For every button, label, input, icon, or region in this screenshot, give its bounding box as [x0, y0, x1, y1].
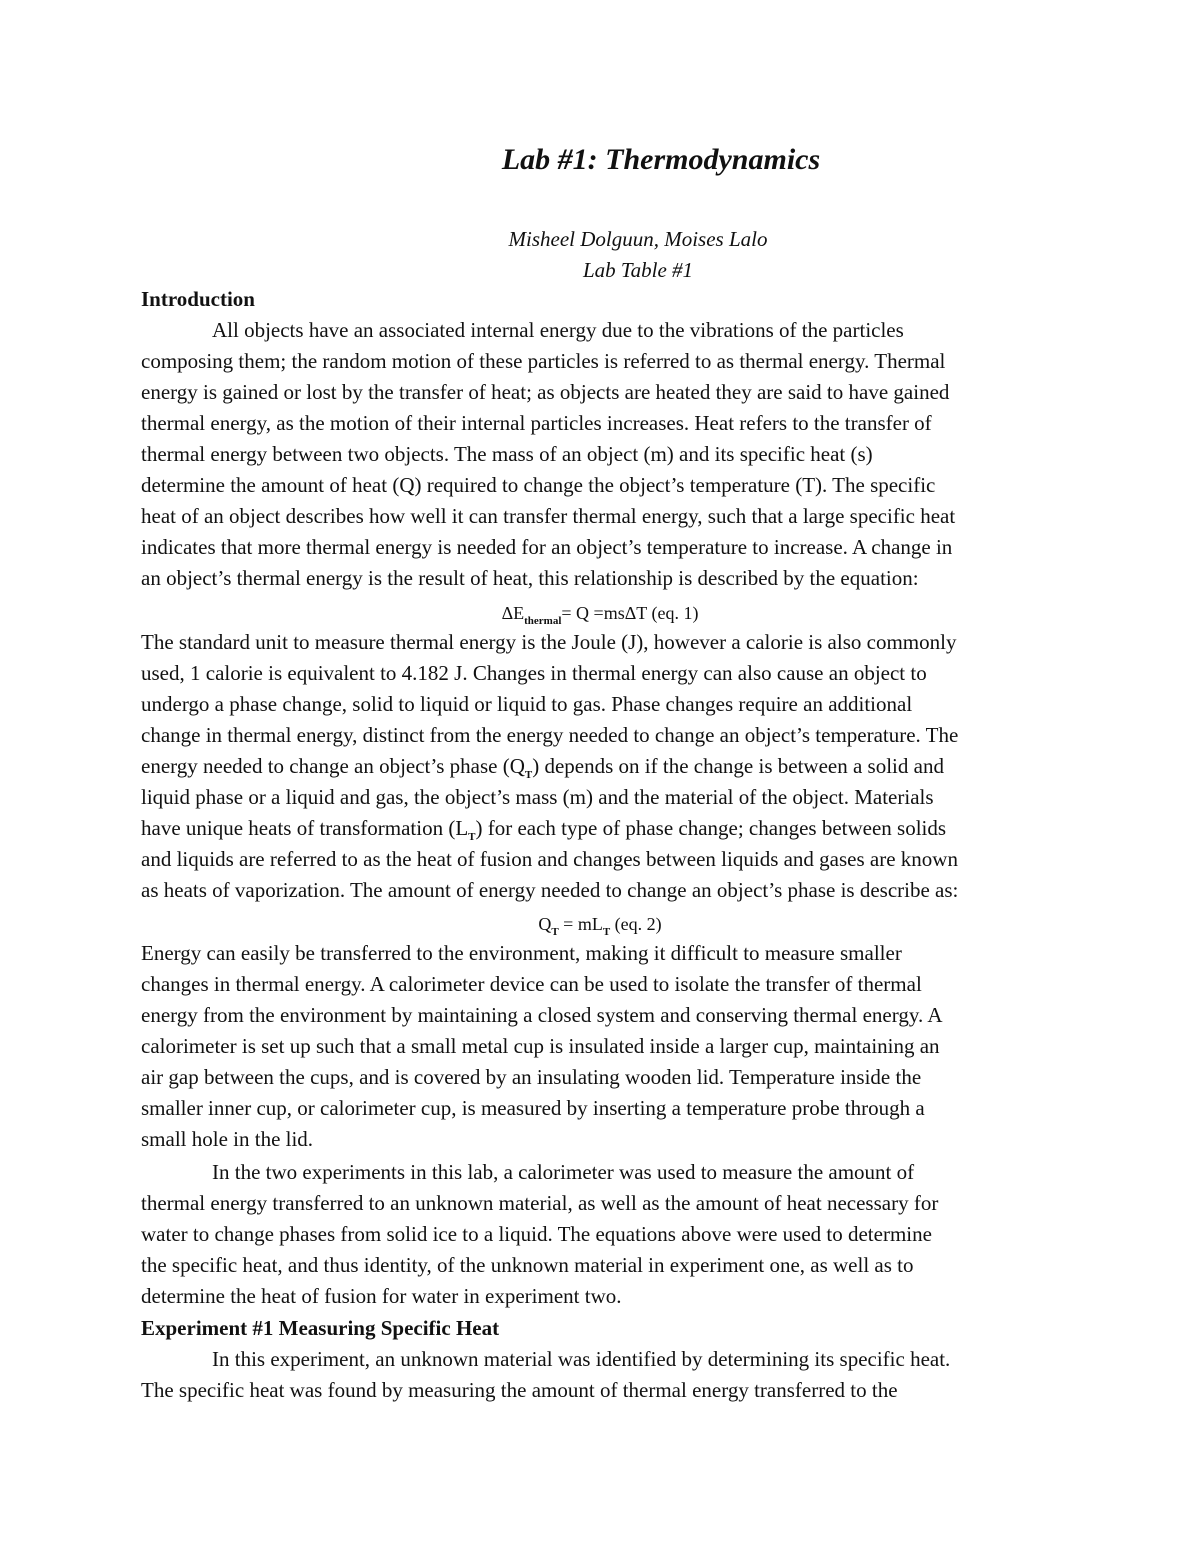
- paragraph-line: In this experiment, an unknown material was identified by determining its specific heat.: [212, 1347, 951, 1371]
- paragraph-line: thermal energy transferred to an unknown material, as well as the amount of heat necessary for: [141, 1191, 939, 1215]
- paragraph-line: energy is gained or lost by the transfer of heat; as objects are heated they are said to have gained: [141, 380, 950, 404]
- paragraph-line-lt: [141, 813, 946, 848]
- paragraph-line: and liquids are referred to as the heat of fusion and changes between liquids and gases are known: [141, 847, 958, 871]
- paragraph-line: smaller inner cup, or calorimeter cup, is measured by inserting a temperature probe through a: [141, 1096, 925, 1120]
- experiment1-heading: Experiment #1 Measuring Specific Heat: [141, 1316, 500, 1340]
- qt-text-b: ) depends on if the change is between a solid and: [532, 754, 944, 778]
- paragraph-line: thermal energy between two objects. The mass of an object (m) and its specific heat (s): [141, 442, 873, 466]
- paragraph-line: liquid phase or a liquid and gas, the object’s mass (m) and the material of the object. Materials: [141, 785, 934, 809]
- paragraph-line: heat of an object describes how well it can transfer thermal energy, such that a large specific heat: [141, 504, 956, 528]
- introduction-heading: Introduction: [141, 287, 255, 311]
- qt-subscript: T: [524, 769, 533, 781]
- equation-2-sub1: T: [551, 926, 559, 938]
- paragraph-line: changes in thermal energy. A calorimeter device can be used to isolate the transfer of thermal: [141, 972, 922, 996]
- paragraph-line: determine the heat of fusion for water in experiment two.: [141, 1284, 622, 1308]
- paragraph-line: an object’s thermal energy is the result of heat, this relationship is described by the equation:: [141, 566, 919, 590]
- qt-text-a: energy needed to change an object’s phase (Q: [141, 754, 525, 778]
- paragraph-line: The standard unit to measure thermal energy is the Joule (J), however a calorie is also commonly: [141, 630, 957, 654]
- equation-1-subscript: thermal: [524, 615, 562, 627]
- lab-table: Lab Table #1: [582, 258, 694, 282]
- paragraph-line: air gap between the cups, and is covered by an insulating wooden lid. Temperature inside the: [141, 1065, 922, 1089]
- paragraph-line: used, 1 calorie is equivalent to 4.182 J. Changes in thermal energy can also cause an object to: [141, 661, 927, 685]
- equation-1-suffix: = Q =msΔT (eq. 1): [561, 603, 699, 623]
- paragraph-line: water to change phases from solid ice to a liquid. The equations above were used to determine: [141, 1222, 932, 1246]
- paragraph-line: the specific heat, and thus identity, of the unknown material in experiment one, as well as to: [141, 1253, 914, 1277]
- lt-text-b: ) for each type of phase change; changes between solids: [475, 816, 947, 840]
- paragraph-line: composing them; the random motion of these particles is referred to as thermal energy. Thermal: [141, 349, 946, 373]
- paragraph-line: Energy can easily be transferred to the environment, making it difficult to measure smaller: [141, 941, 902, 965]
- paragraph-line: calorimeter is set up such that a small metal cup is insulated inside a larger cup, maintaining an: [141, 1034, 940, 1058]
- equation-2-a: Q: [538, 914, 552, 934]
- equation-2-sub2: T: [602, 926, 611, 938]
- paragraph-line: as heats of vaporization. The amount of energy needed to change an object’s phase is describe as:: [141, 878, 959, 902]
- paragraph-line: thermal energy, as the motion of their internal particles increases. Heat refers to the transfer of: [141, 411, 932, 435]
- paragraph-line: small hole in the lid.: [141, 1127, 314, 1151]
- paragraph-line-qt: [141, 751, 944, 786]
- paragraph-line: undergo a phase change, solid to liquid or liquid to gas. Phase changes require an additional: [141, 692, 913, 716]
- equation-2-c: (eq. 2): [610, 914, 662, 934]
- paragraph-line: change in thermal energy, distinct from the energy needed to change an object’s temperature. The: [141, 723, 959, 747]
- equation-2-b: = mL: [558, 914, 603, 934]
- paragraph-line: The specific heat was found by measuring the amount of thermal energy transferred to the: [141, 1378, 898, 1402]
- paragraph-line: determine the amount of heat (Q) required to change the object’s temperature (T). The specific: [141, 473, 936, 497]
- paragraph-line: In the two experiments in this lab, a calorimeter was used to measure the amount of: [212, 1160, 915, 1184]
- lt-subscript: T: [468, 831, 476, 843]
- authors: Misheel Dolguun, Moises Lalo: [508, 227, 768, 251]
- paragraph-line: energy from the environment by maintaining a closed system and conserving thermal energy. A: [141, 1003, 943, 1027]
- paragraph-line: indicates that more thermal energy is needed for an object’s temperature to increase. A change in: [141, 535, 953, 559]
- lt-text-a: have unique heats of transformation (L: [141, 816, 469, 840]
- paragraph-line: All objects have an associated internal energy due to the vibrations of the particles: [212, 318, 904, 342]
- equation-1-prefix: ΔE: [501, 603, 525, 623]
- page-title: Lab #1: Thermodynamics: [501, 143, 821, 176]
